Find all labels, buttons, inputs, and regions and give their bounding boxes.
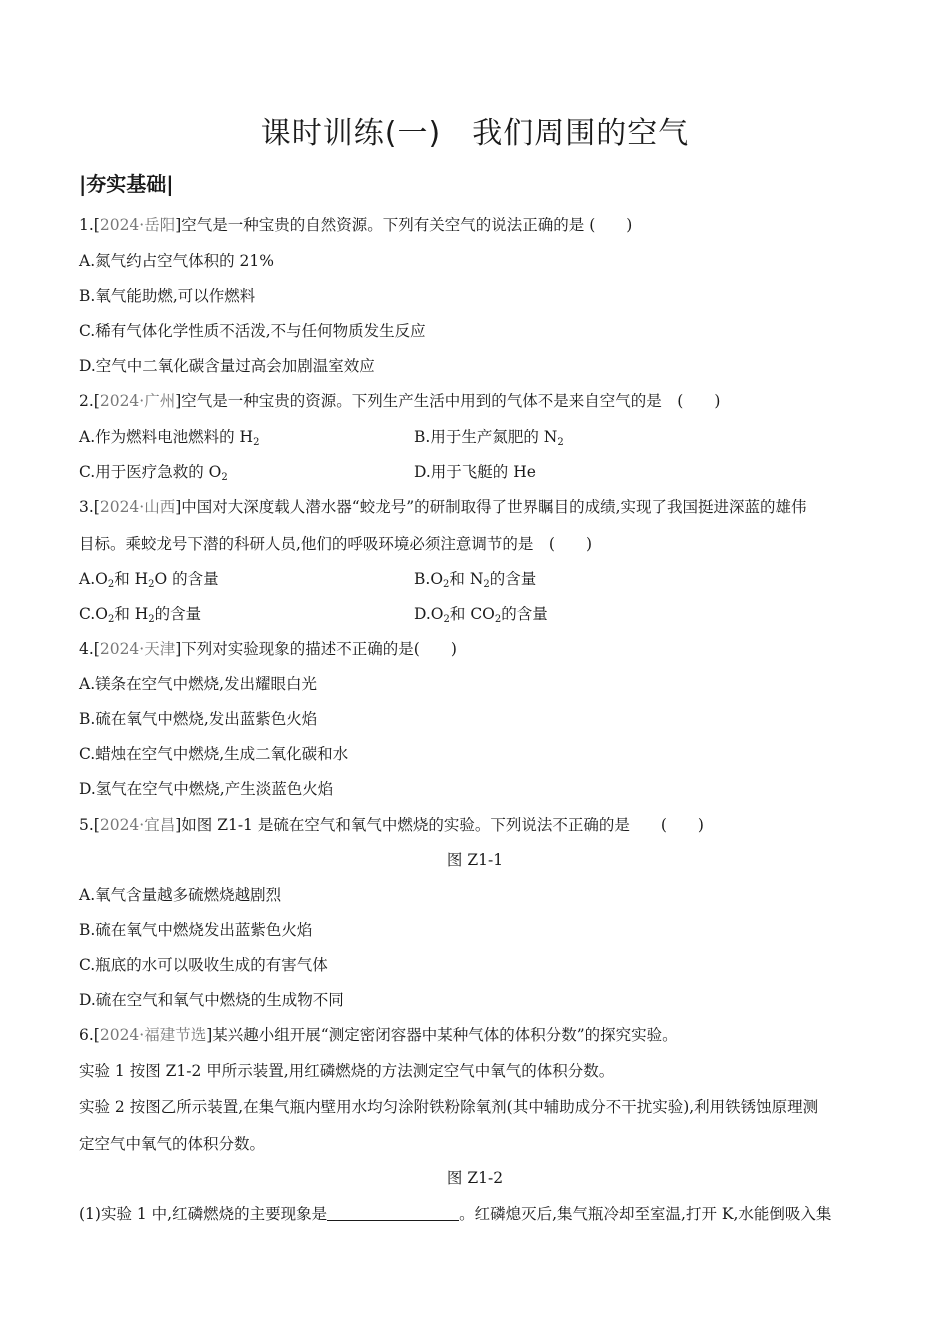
question-3-option-d: $D.O_2$和 $CO_2$的含量 <box>414 605 548 625</box>
section-heading: |夯实基础| <box>79 172 174 196</box>
answer-blank[interactable] <box>327 1206 459 1221</box>
question-1-option-a: A.氮气约占空气体积的 21% <box>79 252 274 270</box>
question-6-stem: 6.[2024·福建节选]某兴趣小组开展“测定密闭容器中某种气体的体积分数”的探究实验。 <box>79 1026 678 1044</box>
question-5-option-a: A.氧气含量越多硫燃烧越剧烈 <box>79 886 282 904</box>
question-3-source: 2024·山西 <box>99 498 176 516</box>
question-4-source: 2024·天津 <box>99 640 176 658</box>
question-5-option-d: D.硫在空气和氧气中燃烧的生成物不同 <box>79 991 344 1009</box>
figure-caption-z1-2: 图 Z1-2 <box>446 1169 504 1187</box>
question-1-option-c: C.稀有气体化学性质不活泼,不与任何物质发生反应 <box>79 322 426 340</box>
question-4-option-b: B.硫在氧气中燃烧,发出蓝紫色火焰 <box>79 710 318 728</box>
question-1-source: 2024·岳阳 <box>99 216 176 234</box>
page-title: 课时训练(一) 我们周围的空气 <box>260 116 690 151</box>
question-2-option-a: A.作为燃料电池燃料的 $H_2$ <box>79 428 260 448</box>
question-5-stem: 5.[2024·宜昌]如图 Z1-1 是硫在空气和氧气中燃烧的实验。下列说法不正确的是 ( ) <box>79 816 704 834</box>
question-1-option-d: D.空气中二氧化碳含量过高会加剧温室效应 <box>79 357 375 375</box>
question-2-source: 2024·广州 <box>99 392 176 410</box>
question-3-option-b: $B.O_2$和 $N_2$的含量 <box>414 570 537 590</box>
question-4-option-a: A.镁条在空气中燃烧,发出耀眼白光 <box>79 675 318 693</box>
question-5-option-b: B.硫在氧气中燃烧发出蓝紫色火焰 <box>79 921 313 939</box>
question-4-option-c: C.蜡烛在空气中燃烧,生成二氧化碳和水 <box>79 745 349 763</box>
question-6-experiment-1: 实验 1 按图 Z1-2 甲所示装置,用红磷燃烧的方法测定空气中氧气的体积分数。 <box>79 1062 615 1080</box>
question-6-sub-1: (1)实验 1 中,红磷燃烧的主要现象是 。红磷熄灭后,集气瓶冷却至室温,打开 K,水能倒吸入集 <box>79 1205 832 1223</box>
question-2-option-c: C.用于医疗急救的 $O_2$ <box>79 463 228 483</box>
question-4-option-d: D.氢气在空气中燃烧,产生淡蓝色火焰 <box>79 780 334 798</box>
figure-caption-z1-1: 图 Z1-1 <box>446 851 504 869</box>
question-6-source: 2024·福建节选 <box>99 1026 207 1044</box>
question-3-option-a: $A.O_2$和 $H_2O$ 的含量 <box>79 570 219 590</box>
question-2-option-d: D.用于飞艇的 He <box>414 463 536 481</box>
question-4-stem: 4.[2024·天津]下列对实验现象的描述不正确的是( ) <box>79 640 457 658</box>
question-5-option-c: C.瓶底的水可以吸收生成的有害气体 <box>79 956 328 974</box>
question-1-option-b: B.氧气能助燃,可以作燃料 <box>79 287 256 305</box>
question-3-stem: 3.[2024·山西]中国对大深度载人潜水器“蛟龙号”的研制取得了世界瞩目的成绩,实现了我国挺进深蓝的雄伟 <box>79 498 807 516</box>
question-1-stem: 1.[2024·岳阳]空气是一种宝贵的自然资源。下列有关空气的说法正确的是 ( ) <box>79 216 633 234</box>
question-6-experiment-2-cont: 定空气中氧气的体积分数。 <box>79 1135 266 1153</box>
question-3-stem-cont: 目标。乘蛟龙号下潜的科研人员,他们的呼吸环境必须注意调节的是 ( ) <box>79 535 593 553</box>
question-2-option-b: B.用于生产氮肥的 $N_2$ <box>414 428 564 448</box>
question-5-source: 2024·宜昌 <box>99 816 176 834</box>
question-3-option-c: $C.O_2$和 $H_2$的含量 <box>79 605 202 625</box>
question-6-experiment-2: 实验 2 按图乙所示装置,在集气瓶内壁用水均匀涂附铁粉除氧剂(其中辅助成分不干扰实验),利用铁锈蚀原理测 <box>79 1098 819 1116</box>
question-2-stem: 2.[2024·广州]空气是一种宝贵的资源。下列生产生活中用到的气体不是来自空气的是 ( ) <box>79 392 721 410</box>
